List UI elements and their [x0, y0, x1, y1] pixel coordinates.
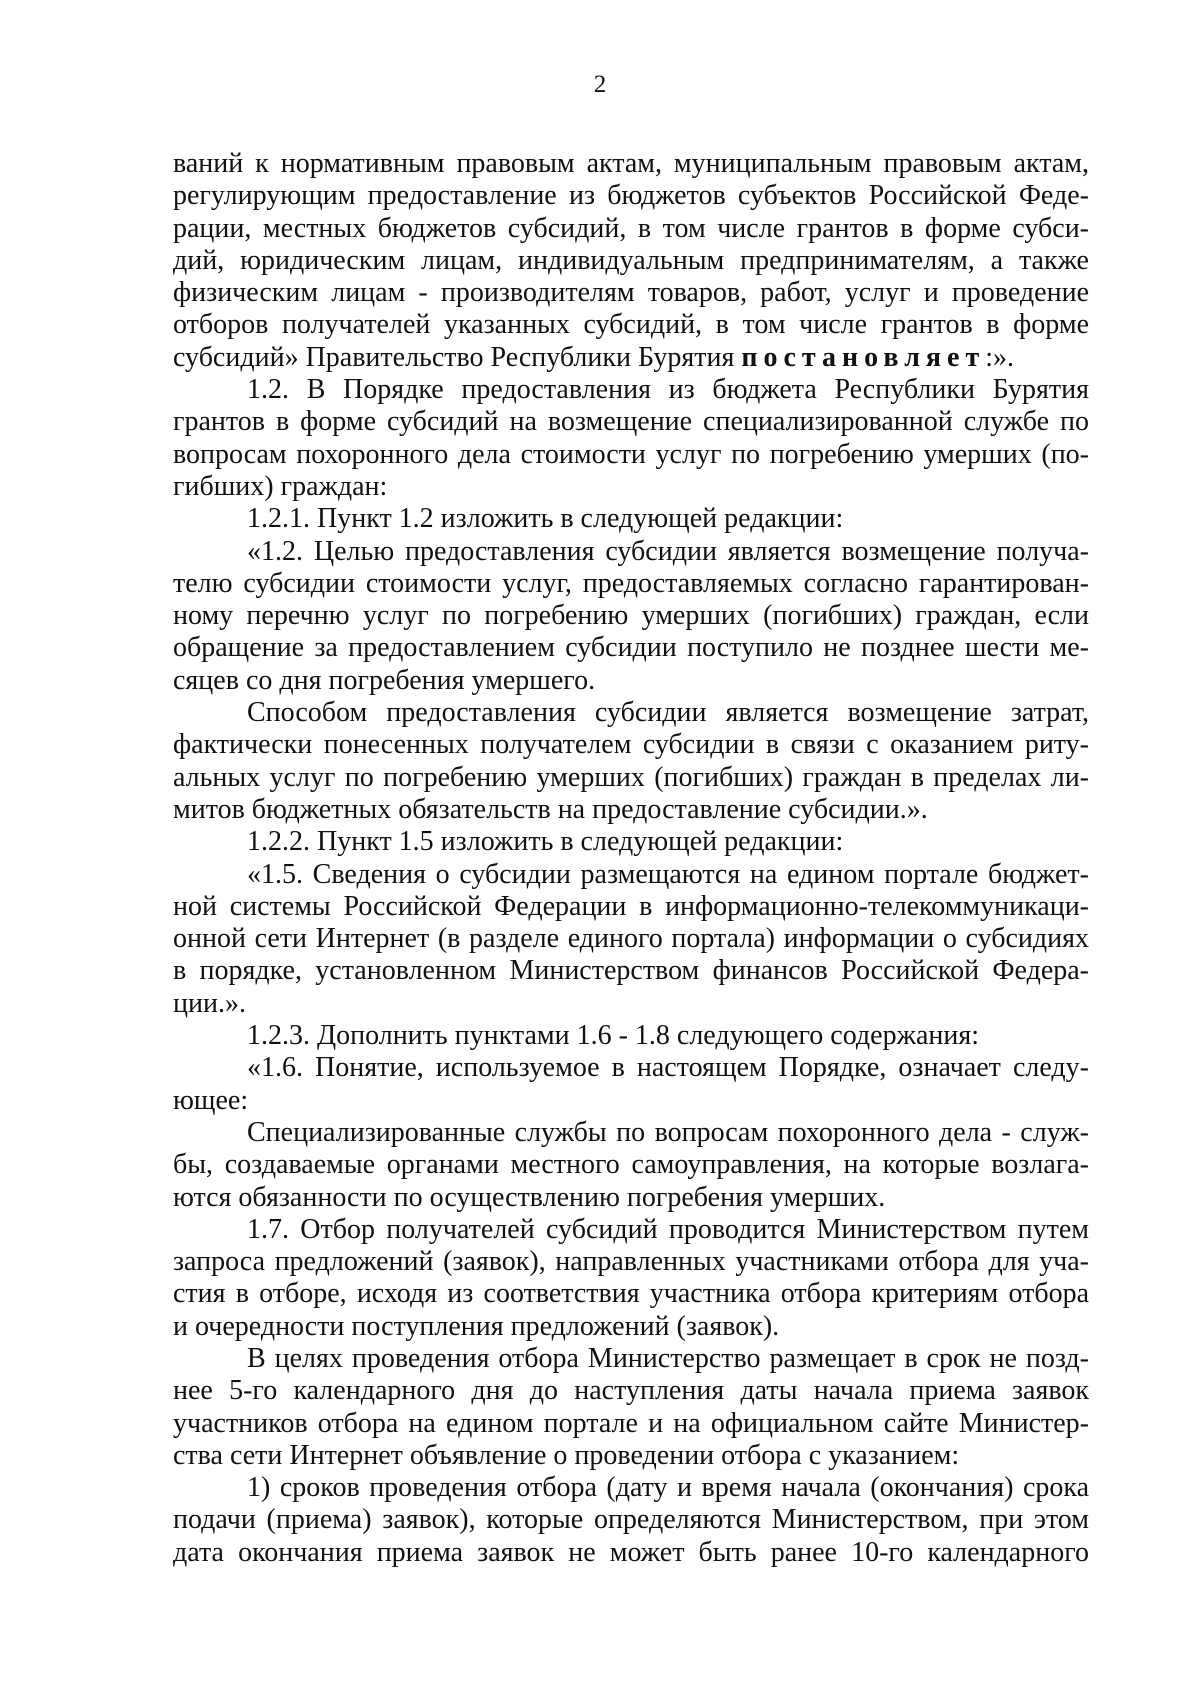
text-line: ному перечню услуг по погребению умерших (погибших) граждан, если [173, 600, 1089, 632]
text-line: физическим лицам - производителям товаров, работ, услуг и проведение [173, 277, 1089, 309]
paragraph [173, 1214, 1089, 1343]
paragraph [173, 536, 1089, 697]
text-line: 1.2. В Порядке предоставления из бюджета Республики Бурятия [247, 374, 1089, 406]
page-number: 2 [593, 71, 607, 98]
text-line: дий, юридическим лицам, индивидуальным предпринимателям, а также [173, 244, 1089, 276]
text-line: Специализированные службы по вопросам похоронного дела - служ- [247, 1116, 1089, 1148]
paragraph [173, 1020, 1089, 1052]
paragraph [173, 1052, 1089, 1117]
text-line: В целях проведения отбора Министерство размещает в срок не позд- [247, 1342, 1089, 1374]
paragraph [173, 859, 1089, 1020]
text-fragment: субсидий» Правительство Республики Бурятия [173, 341, 742, 373]
paragraph [173, 148, 1089, 374]
paragraph [173, 503, 1089, 535]
text-line: запроса предложений (заявок), направленных участниками отбора для уча- [173, 1246, 1089, 1278]
text-line [173, 342, 1089, 374]
text-line: ции.». [173, 987, 246, 1019]
text-line: регулирующим предоставление из бюджетов субъектов Российской Феде- [173, 180, 1089, 212]
text-fragment: :». [985, 341, 1015, 373]
text-line: 1.2.3. Дополнить пунктами 1.6 - 1.8 следующего содержания: [247, 1020, 979, 1052]
paragraph [173, 697, 1089, 826]
text-line: ной системы Российской Федерации в информационно-телекоммуникаци- [173, 890, 1089, 922]
text-line: бы, создаваемые органами местного самоуправления, на которые возлага- [173, 1149, 1089, 1181]
text-line: 1.2.2. Пункт 1.5 изложить в следующей редакции: [247, 826, 844, 858]
text-line: «1.6. Понятие, используемое в настоящем Порядке, означает следу- [247, 1052, 1089, 1084]
text-line: телю субсидии стоимости услуг, предоставляемых согласно гарантирован- [173, 567, 1089, 599]
paragraph [173, 1472, 1089, 1569]
text-line: ются обязанности по осуществлению погребения умерших. [173, 1181, 886, 1213]
document-body [173, 148, 1089, 1569]
text-line: митов бюджетных обязательств на предоставление субсидии.». [173, 793, 928, 825]
text-line: 1) сроков проведения отбора (дату и время начала (окончания) срока [247, 1472, 1089, 1504]
text-line: гибших) граждан: [173, 470, 388, 502]
text-line: «1.5. Сведения о субсидии размещаются на едином портале бюджет- [247, 858, 1089, 890]
text-line: дата окончания приема заявок не может быть ранее 10-го календарного [173, 1536, 1089, 1568]
text-line: 1.7. Отбор получателей субсидий проводится Министерством путем [247, 1213, 1089, 1245]
text-line: вопросам похоронного дела стоимости услуг по погребению умерших (по- [173, 438, 1089, 470]
text-line: фактически понесенных получателем субсидии в связи с оказанием риту- [173, 729, 1089, 761]
text-line: онной сети Интернет (в разделе единого портала) информации о субсидиях [173, 923, 1089, 955]
text-line: ваний к нормативным правовым актам, муниципальным правовым актам, [173, 148, 1089, 179]
paragraph [173, 1117, 1089, 1214]
text-line: грантов в форме субсидий на возмещение специализированной службе по [173, 406, 1089, 438]
text-line: альных услуг по погребению умерших (погибших) граждан в пределах ли- [173, 761, 1089, 793]
text-line: ства сети Интернет объявление о проведении отбора с указанием: [173, 1439, 960, 1471]
paragraph [173, 374, 1089, 503]
text-line: и очередности поступления предложений (заявок). [173, 1310, 780, 1342]
paragraph [173, 826, 1089, 858]
text-line: обращение за предоставлением субсидии поступило не позднее шести ме- [173, 632, 1089, 664]
text-line: стия в отборе, исходя из соответствия участника отбора критериям отбора [173, 1278, 1089, 1310]
text-line: ющее: [173, 1084, 249, 1116]
text-line: в порядке, установленном Министерством финансов Российской Федера- [173, 955, 1089, 987]
text-line: 1.2.1. Пункт 1.2 изложить в следующей редакции: [247, 503, 844, 535]
paragraph [173, 1343, 1089, 1472]
emphasized-word: постановляет [741, 341, 986, 373]
text-line: рации, местных бюджетов субсидий, в том числе грантов в форме субси- [173, 212, 1089, 244]
text-line: «1.2. Целью предоставления субсидии является возмещение получа- [247, 535, 1089, 567]
text-line: участников отбора на едином портале и на официальном сайте Министер- [173, 1407, 1089, 1439]
text-line: подачи (приема) заявок), которые определяются Министерством, при этом [173, 1504, 1089, 1536]
text-line: нее 5-го календарного дня до наступления даты начала приема заявок [173, 1375, 1089, 1407]
text-line: отборов получателей указанных субсидий, в том числе грантов в форме [173, 309, 1089, 341]
text-line: сяцев со дня погребения умершего. [173, 664, 596, 696]
text-line: Способом предоставления субсидии является возмещение затрат, [247, 697, 1089, 729]
